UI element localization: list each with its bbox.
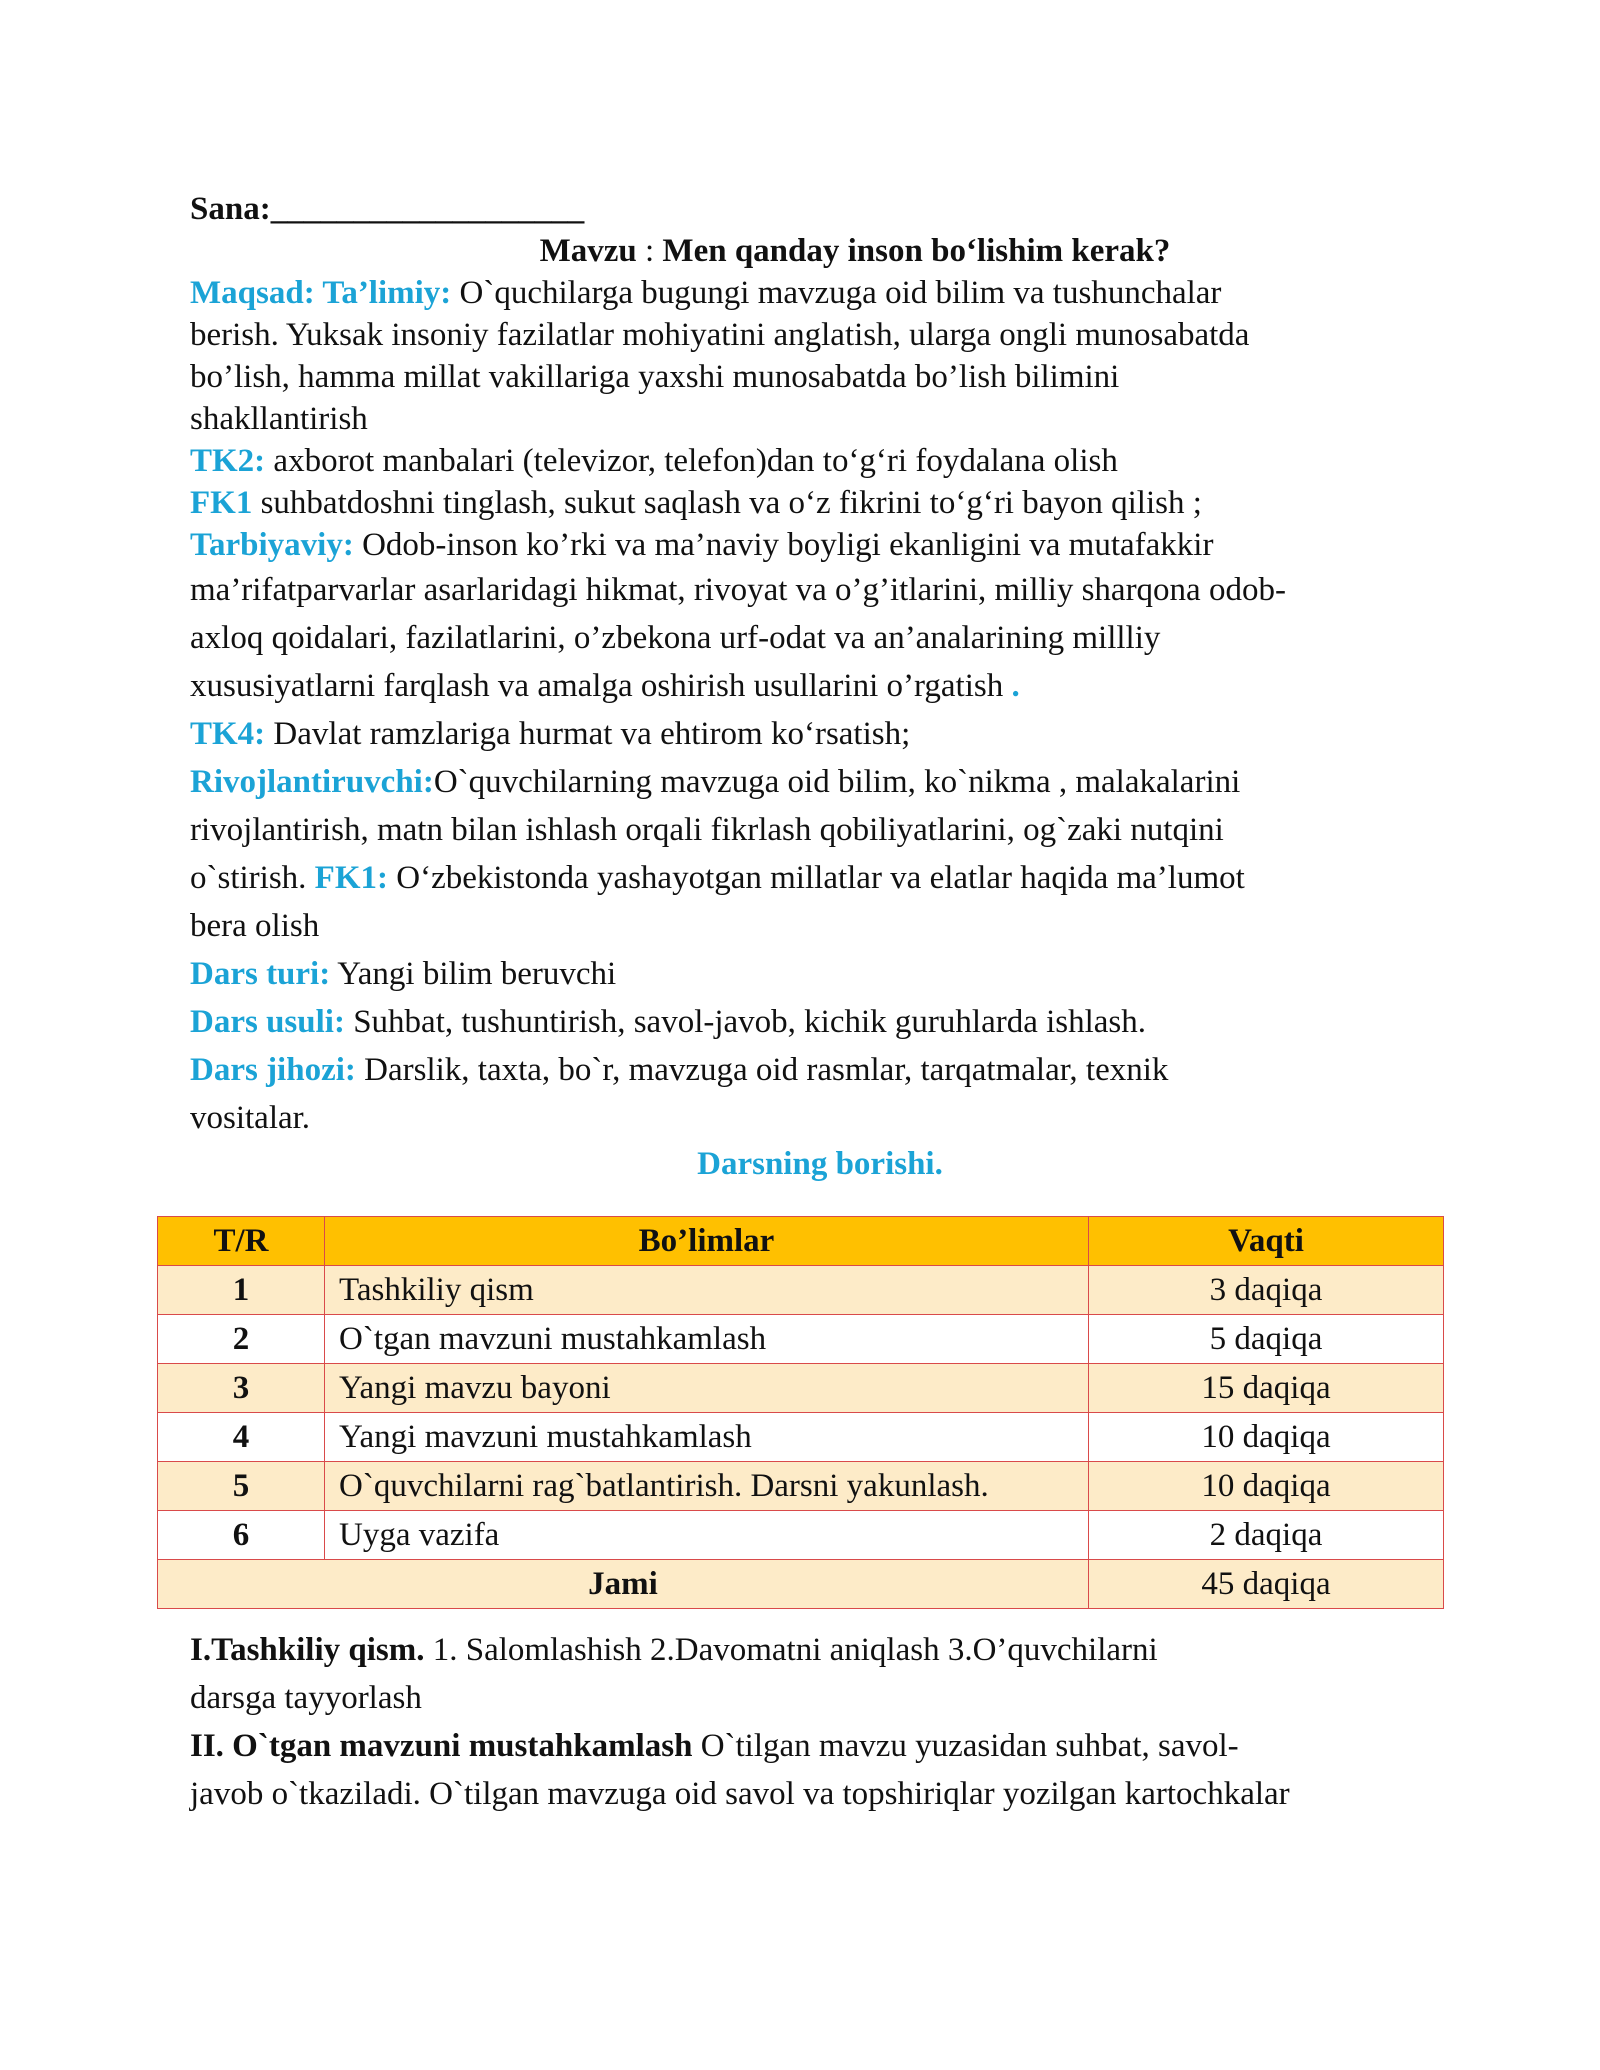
goal-rivojlantiruvchi-line: o`stirish. FK1: O‘zbekistonda yashayotgan millatlar va elatlar haqida ma’lumot bbox=[190, 860, 1245, 896]
goal-tk4: TK4: Davlat ramzlariga hurmat va ehtirom ko‘rsatish; bbox=[190, 716, 911, 752]
topic-title: Mavzu : Men qanday inson bo‘lishim kerak? bbox=[539, 233, 1171, 269]
row-time: 2 daqiqa bbox=[1089, 1511, 1444, 1560]
goal-talimiy: Maqsad: Ta’limiy: O`quchilarga bugungi mavzuga oid bilim va tushunchalar bbox=[190, 275, 1222, 311]
row-section: Uyga vazifa bbox=[325, 1511, 1089, 1560]
row-section: O`tgan mavzuni mustahkamlash bbox=[325, 1315, 1089, 1364]
goal-talimiy-line: berish. Yuksak insoniy fazilatlar mohiyatini anglatish, ularga ongli munosabatda bbox=[190, 317, 1250, 353]
row-section: Yangi mavzu bayoni bbox=[325, 1364, 1089, 1413]
goal-fk1: FK1 suhbatdoshni tinglash, sukut saqlash va o‘z fikrini to‘g‘ri bayon qilish ; bbox=[190, 485, 1202, 521]
row-time: 10 daqiqa bbox=[1089, 1462, 1444, 1511]
row-section: Yangi mavzuni mustahkamlash bbox=[325, 1413, 1089, 1462]
goal-tk2: TK2: axborot manbalari (televizor, telefon)dan to‘g‘ri foydalana olish bbox=[190, 443, 1118, 479]
table-row bbox=[158, 1511, 1444, 1560]
date-line: Sana:___________________ bbox=[190, 191, 585, 227]
table-row bbox=[158, 1462, 1444, 1511]
row-number: 4 bbox=[158, 1413, 325, 1462]
row-time: 15 daqiqa bbox=[1089, 1364, 1444, 1413]
section-2: II. O`tgan mavzuni mustahkamlash O`tilgan mavzu yuzasidan suhbat, savol- bbox=[190, 1728, 1239, 1764]
header-vaqti: Vaqti bbox=[1089, 1217, 1444, 1266]
lesson-sections bbox=[190, 1626, 1420, 1818]
goal-rivojlantiruvchi-line: rivojlantirish, matn bilan ishlash orqali fikrlash qobiliyatlarini, og`zaki nutqini bbox=[190, 812, 1224, 848]
goal-tarbiyaviy-line: xususiyatlarni farqlash va amalga oshirish usullarini o’rgatish . bbox=[190, 668, 1020, 704]
row-time: 5 daqiqa bbox=[1089, 1315, 1444, 1364]
schedule-table bbox=[157, 1216, 1444, 1609]
goal-rivojlantiruvchi: Rivojlantiruvchi:O`quvchilarning mavzuga oid bilim, ko`nikma , malakalarini bbox=[190, 764, 1241, 800]
goal-talimiy-line: bo’lish, hamma millat vakillariga yaxshi munosabatda bo’lish bilimini bbox=[190, 359, 1120, 395]
lesson-equipment-line: vositalar. bbox=[190, 1100, 311, 1136]
row-time: 3 daqiqa bbox=[1089, 1266, 1444, 1315]
row-number: 1 bbox=[158, 1266, 325, 1315]
row-section: Tashkiliy qism bbox=[325, 1266, 1089, 1315]
table-header-row bbox=[158, 1217, 1444, 1266]
row-time: 10 daqiqa bbox=[1089, 1413, 1444, 1462]
lesson-method: Dars usuli: Suhbat, tushuntirish, savol-javob, kichik guruhlarda ishlash. bbox=[190, 1004, 1147, 1040]
row-number: 5 bbox=[158, 1462, 325, 1511]
table-row bbox=[158, 1364, 1444, 1413]
goal-rivojlantiruvchi-line: bera olish bbox=[190, 908, 320, 944]
schedule-title: Darsning borishi. bbox=[697, 1146, 943, 1182]
lesson-equipment: Dars jihozi: Darslik, taxta, bo`r, mavzuga oid rasmlar, tarqatmalar, texnik bbox=[190, 1052, 1169, 1088]
goal-tarbiyaviy: Tarbiyaviy: Odob-inson ko’rki va ma’naviy boyligi ekanligini va mutafakkir bbox=[190, 527, 1214, 563]
row-number: 3 bbox=[158, 1364, 325, 1413]
total-label: Jami bbox=[158, 1560, 1089, 1609]
section-1: I.Tashkiliy qism. 1. Salomlashish 2.Davomatni aniqlash 3.O’quvchilarni bbox=[190, 1632, 1158, 1668]
table-total-row bbox=[158, 1560, 1444, 1609]
document-body bbox=[190, 188, 1420, 1186]
goal-tarbiyaviy-line: ma’rifatparvarlar asarlaridagi hikmat, rivoyat va o’g’itlarini, milliy sharqona odob- bbox=[190, 572, 1286, 608]
goal-tarbiyaviy-line: axloq qoidalari, fazilatlarini, o’zbekona urf-odat va an’analarining millliy bbox=[190, 620, 1161, 656]
row-number: 6 bbox=[158, 1511, 325, 1560]
header-bolimlar: Bo’limlar bbox=[325, 1217, 1089, 1266]
table-row bbox=[158, 1266, 1444, 1315]
section-1-line: darsga tayyorlash bbox=[190, 1680, 422, 1716]
goal-talimiy-line: shakllantirish bbox=[190, 401, 368, 437]
total-time: 45 daqiqa bbox=[1089, 1560, 1444, 1609]
lesson-type: Dars turi: Yangi bilim beruvchi bbox=[190, 956, 617, 992]
table-row bbox=[158, 1315, 1444, 1364]
header-tr: T/R bbox=[158, 1217, 325, 1266]
section-2-line: javob o`tkaziladi. O`tilgan mavzuga oid savol va topshiriqlar yozilgan kartochkalar bbox=[190, 1776, 1290, 1812]
table-row bbox=[158, 1413, 1444, 1462]
row-section: O`quvchilarni rag`batlantirish. Darsni yakunlash. bbox=[325, 1462, 1089, 1511]
row-number: 2 bbox=[158, 1315, 325, 1364]
